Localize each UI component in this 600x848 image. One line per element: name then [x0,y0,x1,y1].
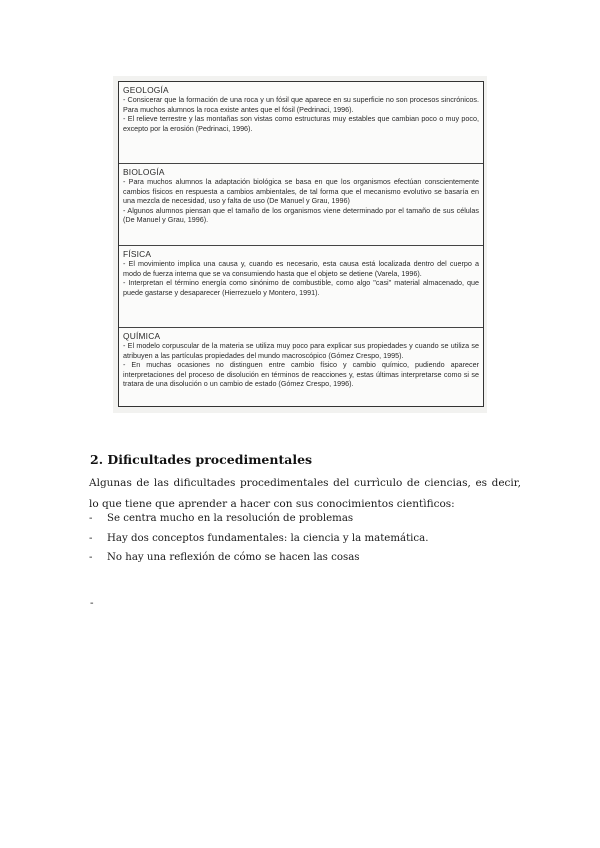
section-item: - En muchas ocasiones no distinguen entre cambio físico y cambio químico, pudiendo aparecer interpretaciones del proceso de disolución en términos de reacciones y, estas últimas interpretarse como si se tratara de una disolución o un cambio de estado (Gómez Crespo, 1996). [123,360,479,388]
list-item-text: No hay una reflexión de cómo se hacen las cosas [107,552,360,563]
list-item-text: Se centra mucho en la resolución de problemas [107,513,354,524]
body-paragraph: Algunas de las dificultades procedimentales del currìculo de ciencias, es decir, lo que tiene que aprender a hacer con sus conocimientos cientìficos: [89,477,521,510]
bullet-dash: - [89,513,93,524]
section-item: - Para muchos alumnos la adaptación biológica se basa en que los organismos efectúan conscientemente cambios físicos en respuesta a cambios ambientales, de tal forma que el mecanismo evolutivo se basaría en una mezcla de necesidad, uso y falta de uso (De Manuel y Grau, 1996) [123,177,479,205]
section-biologia [119,163,483,245]
section-item: - El modelo corpuscular de la materia se utiliza muy poco para explicar sus propiedades y cuando se utiliza se atribuyen a las partículas propiedades del mundo macroscópico (Gómez Crespo, 1995). [123,341,479,360]
section-geologia [119,82,483,163]
bullet-dash: - [89,532,93,544]
section-item: - El movimiento implica una causa y, cuando es necesario, esta causa está localizada dentro del cuerpo a modo de fuerza interna que se va consumiendo hasta que el objeto se detiene (Varela, 1996). [123,259,479,278]
list-item-text: Hay dos conceptos fundamentales: la ciencia y la matemática. [107,532,429,544]
section-title: FÍSICA [123,249,152,259]
section-heading: 2. Dificultades procedimentales [90,452,313,467]
section-item: - Interpretan el término energía como sinónimo de combustible, como algo "casi" material almacenado, que puede gastarse y desaparecer (Hierrezuelo y Montero, 1991). [123,278,479,297]
scanned-table-image [113,76,487,413]
section-fisica [119,245,483,327]
section-quimica [119,327,483,407]
section-item: - Consicerar que la formación de una roca y un fósil que aparece en su superficie no son procesos sincrónicos. Para muchos alumnos la roca existe antes que el fósil (Pedrinaci, 1996). [123,95,479,114]
section-title: BIOLOGÍA [123,167,165,177]
section-title: GEOLOGÍA [123,85,169,95]
section-item: - Algunos alumnos piensan que el tamaño de los organismos viene determinado por el tamaño de sus células (De Manuel y Grau, 1996). [123,205,479,224]
section-title: QUÍMICA [123,331,161,341]
empty-bullet-dash: - [90,597,94,609]
bullet-dash: - [89,552,93,563]
misconceptions-table [118,81,484,407]
section-item: - El relieve terrestre y las montañas son vistas como estructuras muy estables que cambian poco o muy poco, excepto por la erosión (Pedrinaci, 1996). [123,114,479,133]
